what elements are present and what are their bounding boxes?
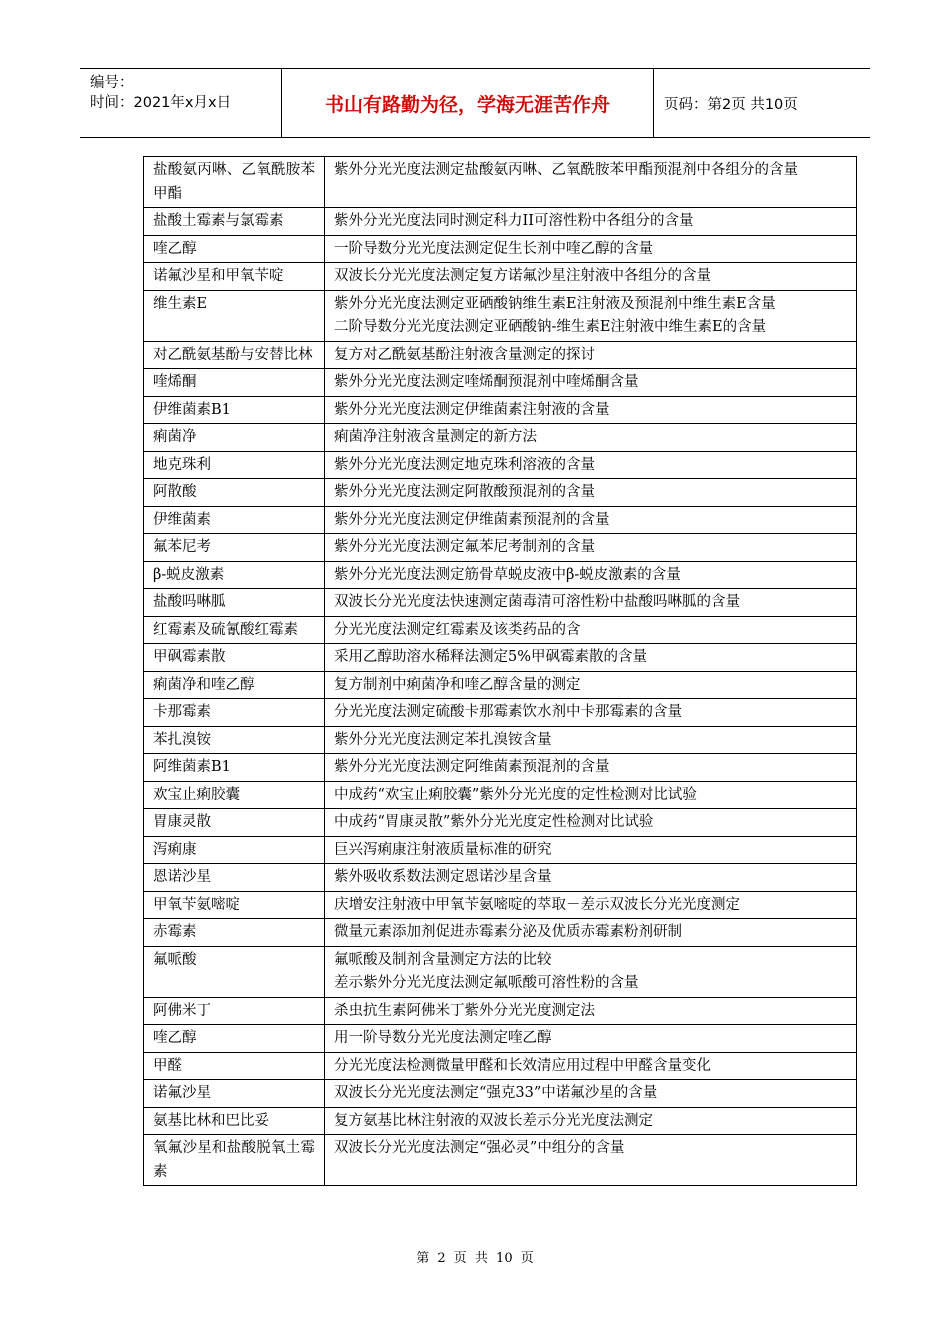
table-row bbox=[144, 479, 857, 507]
method-text: 紫外分光光度法测定喹烯酮预混剂中喹烯酮含量 bbox=[334, 374, 639, 390]
drug-name-cell: 喹乙醇 bbox=[144, 235, 325, 263]
table-row bbox=[144, 891, 857, 919]
drug-name-cell: 地克珠利 bbox=[144, 451, 325, 479]
method-cell bbox=[325, 754, 857, 782]
method-cell bbox=[325, 396, 857, 424]
method-cell bbox=[325, 1107, 857, 1135]
method-cell bbox=[325, 589, 857, 617]
method-cell bbox=[325, 451, 857, 479]
method-text: 氟哌酸及制剂含量测定方法的比较 bbox=[334, 951, 552, 968]
drug-name-cell: 甲醛 bbox=[144, 1052, 325, 1080]
method-text: 用一阶导数分光光度法测定喹乙醇 bbox=[334, 1030, 552, 1046]
method-text: 二阶导数分光光度法测定亚硒酸钠-维生素E注射液中维生素E的含量 bbox=[334, 319, 767, 335]
table-row bbox=[144, 1025, 857, 1053]
table-row bbox=[144, 644, 857, 672]
table-row bbox=[144, 1135, 857, 1186]
table-row bbox=[144, 589, 857, 617]
table-row bbox=[144, 534, 857, 562]
drug-name-cell: 恩诺沙星 bbox=[144, 864, 325, 892]
table-row bbox=[144, 396, 857, 424]
drug-name-cell: 伊维菌素 bbox=[144, 506, 325, 534]
method-cell bbox=[325, 157, 857, 208]
table-row bbox=[144, 1052, 857, 1080]
table-row bbox=[144, 235, 857, 263]
table-row bbox=[144, 263, 857, 291]
drug-name-cell: 盐酸吗啉胍 bbox=[144, 589, 325, 617]
method-cell bbox=[325, 891, 857, 919]
drug-name-cell: 苯扎溴铵 bbox=[144, 726, 325, 754]
drug-name-cell: 红霉素及硫氰酸红霉素 bbox=[144, 616, 325, 644]
drug-name-cell: 甲砜霉素散 bbox=[144, 644, 325, 672]
method-text: 复方对乙酰氨基酚注射液含量测定的探讨 bbox=[334, 346, 595, 363]
header-motto: 书山有路勤为径，学海无涯苦作舟 bbox=[282, 69, 654, 137]
drug-name-cell: 诺氟沙星和甲氧苄啶 bbox=[144, 263, 325, 291]
method-text: 中成药“胃康灵散”紫外分光光度定性检测对比试验 bbox=[334, 814, 654, 830]
drug-name-cell: 氟哌酸 bbox=[144, 946, 325, 997]
table-row bbox=[144, 699, 857, 727]
page-footer: 第 2 页 共 10 页 bbox=[416, 1251, 534, 1266]
method-cell bbox=[325, 644, 857, 672]
method-cell bbox=[325, 1135, 857, 1186]
drug-name-cell: 伊维菌素B1 bbox=[144, 396, 325, 424]
drug-name-cell: 氟苯尼考 bbox=[144, 534, 325, 562]
drug-name-cell: 痢菌净和喹乙醇 bbox=[144, 671, 325, 699]
method-text: 分光光度法检测微量甲醛和长效清应用过程中甲醛含量变化 bbox=[334, 1057, 711, 1074]
methods-table bbox=[143, 156, 857, 1186]
method-text: 差示紫外分光光度法测定氟哌酸可溶性粉的含量 bbox=[334, 975, 639, 991]
method-cell bbox=[325, 1052, 857, 1080]
method-text: 紫外分光光度法测定亚硒酸钠维生素E注射液及预混剂中维生素E含量 bbox=[334, 295, 776, 312]
drug-name-cell: 欢宝止痢胶囊 bbox=[144, 781, 325, 809]
method-cell bbox=[325, 479, 857, 507]
method-text: 紫外分光光度法同时测定科力II可溶性粉中各组分的含量 bbox=[334, 213, 694, 229]
method-cell bbox=[325, 781, 857, 809]
table-row bbox=[144, 1080, 857, 1108]
table-row bbox=[144, 671, 857, 699]
method-cell bbox=[325, 208, 857, 236]
method-cell bbox=[325, 726, 857, 754]
method-text: 庆增安注射液中甲氧苄氨嘧啶的萃取－差示双波长分光光度测定 bbox=[334, 896, 740, 913]
method-text: 中成药“欢宝止痢胶囊”紫外分光光度的定性检测对比试验 bbox=[334, 786, 697, 803]
drug-name-cell: 赤霉素 bbox=[144, 919, 325, 947]
table-row bbox=[144, 946, 857, 997]
method-text: 紫外分光光度法测定阿散酸预混剂的含量 bbox=[334, 484, 595, 500]
method-text: 紫外分光光度法测定伊维菌素预混剂的含量 bbox=[334, 511, 610, 528]
method-text: 紫外吸收系数法测定恩诺沙星含量 bbox=[334, 869, 552, 885]
method-cell bbox=[325, 946, 857, 997]
method-cell bbox=[325, 561, 857, 589]
method-text: 双波长分光光度法快速测定菌毒清可溶性粉中盐酸吗啉胍的含量 bbox=[334, 594, 740, 610]
drug-name-cell: 盐酸土霉素与氯霉素 bbox=[144, 208, 325, 236]
table-row bbox=[144, 1107, 857, 1135]
table-row bbox=[144, 809, 857, 837]
drug-name-cell: 阿散酸 bbox=[144, 479, 325, 507]
drug-name-cell: 甲氧苄氨嘧啶 bbox=[144, 891, 325, 919]
table-row bbox=[144, 506, 857, 534]
method-text: 杀虫抗生素阿佛米丁紫外分光光度测定法 bbox=[334, 1002, 595, 1019]
method-cell bbox=[325, 235, 857, 263]
table-row bbox=[144, 208, 857, 236]
drug-name-cell: 诺氟沙星 bbox=[144, 1080, 325, 1108]
method-cell bbox=[325, 1025, 857, 1053]
table-row bbox=[144, 997, 857, 1025]
method-text: 双波长分光光度法测定“强必灵”中组分的含量 bbox=[334, 1140, 625, 1156]
drug-name-cell: 维生素E bbox=[144, 290, 325, 341]
table-row bbox=[144, 341, 857, 369]
method-cell bbox=[325, 263, 857, 291]
header-meta bbox=[80, 69, 282, 137]
method-cell bbox=[325, 534, 857, 562]
method-cell bbox=[325, 616, 857, 644]
method-text: 采用乙醇助溶水稀释法测定5%甲砜霉素散的含量 bbox=[334, 649, 648, 665]
drug-name-cell: 对乙酰氨基酚与安替比林 bbox=[144, 341, 325, 369]
table-row bbox=[144, 726, 857, 754]
method-cell bbox=[325, 1080, 857, 1108]
table-row bbox=[144, 754, 857, 782]
method-text: 分光光度法测定红霉素及该类药品的含 bbox=[334, 621, 581, 638]
drug-name-cell: 喹乙醇 bbox=[144, 1025, 325, 1053]
method-cell bbox=[325, 919, 857, 947]
method-text: 微量元素添加剂促进赤霉素分泌及优质赤霉素粉剂研制 bbox=[334, 924, 682, 940]
drug-name-cell: 痢菌净 bbox=[144, 424, 325, 452]
method-text: 复方氨基比林注射液的双波长差示分光光度法测定 bbox=[334, 1112, 653, 1129]
method-cell bbox=[325, 341, 857, 369]
drug-name-cell: 阿维菌素B1 bbox=[144, 754, 325, 782]
drug-name-cell: 卡那霉素 bbox=[144, 699, 325, 727]
table-row bbox=[144, 781, 857, 809]
table-row bbox=[144, 616, 857, 644]
method-text: 紫外分光光度法测定筋骨草蜕皮液中β-蜕皮激素的含量 bbox=[334, 566, 681, 583]
method-text: 紫外分光光度法测定地克珠利溶液的含量 bbox=[334, 456, 595, 473]
table-row bbox=[144, 561, 857, 589]
doc-number-label: 编号： bbox=[90, 75, 134, 91]
method-text: 紫外分光光度法测定氟苯尼考制剂的含量 bbox=[334, 539, 595, 555]
page-header bbox=[80, 68, 870, 138]
header-page-info: 页码：第2页 共10页 bbox=[664, 96, 798, 113]
method-text: 紫外分光光度法测定苯扎溴铵含量 bbox=[334, 731, 552, 748]
drug-name-cell: 泻痢康 bbox=[144, 836, 325, 864]
table-row bbox=[144, 157, 857, 208]
table-row bbox=[144, 424, 857, 452]
method-text: 痢菌净注射液含量测定的新方法 bbox=[334, 429, 537, 445]
table-row bbox=[144, 836, 857, 864]
method-cell bbox=[325, 671, 857, 699]
table-row bbox=[144, 864, 857, 892]
table-row bbox=[144, 369, 857, 397]
method-text: 复方制剂中痢菌净和喹乙醇含量的测定 bbox=[334, 676, 581, 693]
method-cell bbox=[325, 864, 857, 892]
method-text: 紫外分光光度法测定阿维菌素预混剂的含量 bbox=[334, 759, 610, 775]
method-cell bbox=[325, 369, 857, 397]
drug-name-cell: 氨基比林和巴比妥 bbox=[144, 1107, 325, 1135]
drug-name-cell: 喹烯酮 bbox=[144, 369, 325, 397]
methods-table-body bbox=[144, 157, 857, 1186]
method-text: 紫外分光光度法测定盐酸氨丙啉、乙氧酰胺苯甲酯预混剂中各组分的含量 bbox=[334, 162, 798, 178]
method-cell bbox=[325, 836, 857, 864]
drug-name-cell: β-蜕皮激素 bbox=[144, 561, 325, 589]
method-text: 一阶导数分光光度法测定促生长剂中喹乙醇的含量 bbox=[334, 240, 653, 257]
drug-name-cell: 阿佛米丁 bbox=[144, 997, 325, 1025]
method-cell bbox=[325, 997, 857, 1025]
method-text: 双波长分光光度法测定“强克33”中诺氟沙星的含量 bbox=[334, 1085, 658, 1101]
method-text: 巨兴泻痢康注射液质量标准的研究 bbox=[334, 841, 552, 858]
method-cell bbox=[325, 424, 857, 452]
drug-name-cell: 胃康灵散 bbox=[144, 809, 325, 837]
method-text: 分光光度法测定硫酸卡那霉素饮水剂中卡那霉素的含量 bbox=[334, 704, 682, 720]
method-cell bbox=[325, 699, 857, 727]
drug-name-cell: 盐酸氨丙啉、乙氧酰胺苯甲酯 bbox=[144, 157, 325, 208]
method-text: 双波长分光光度法测定复方诺氟沙星注射液中各组分的含量 bbox=[334, 268, 711, 284]
table-row bbox=[144, 919, 857, 947]
method-cell bbox=[325, 506, 857, 534]
drug-name-cell: 氧氟沙星和盐酸脱氧土霉素 bbox=[144, 1135, 325, 1186]
method-cell bbox=[325, 809, 857, 837]
method-cell bbox=[325, 290, 857, 341]
doc-time-label: 时间：2021年x月x日 bbox=[90, 95, 232, 111]
method-text: 紫外分光光度法测定伊维菌素注射液的含量 bbox=[334, 401, 610, 418]
table-row bbox=[144, 451, 857, 479]
table-row bbox=[144, 290, 857, 341]
